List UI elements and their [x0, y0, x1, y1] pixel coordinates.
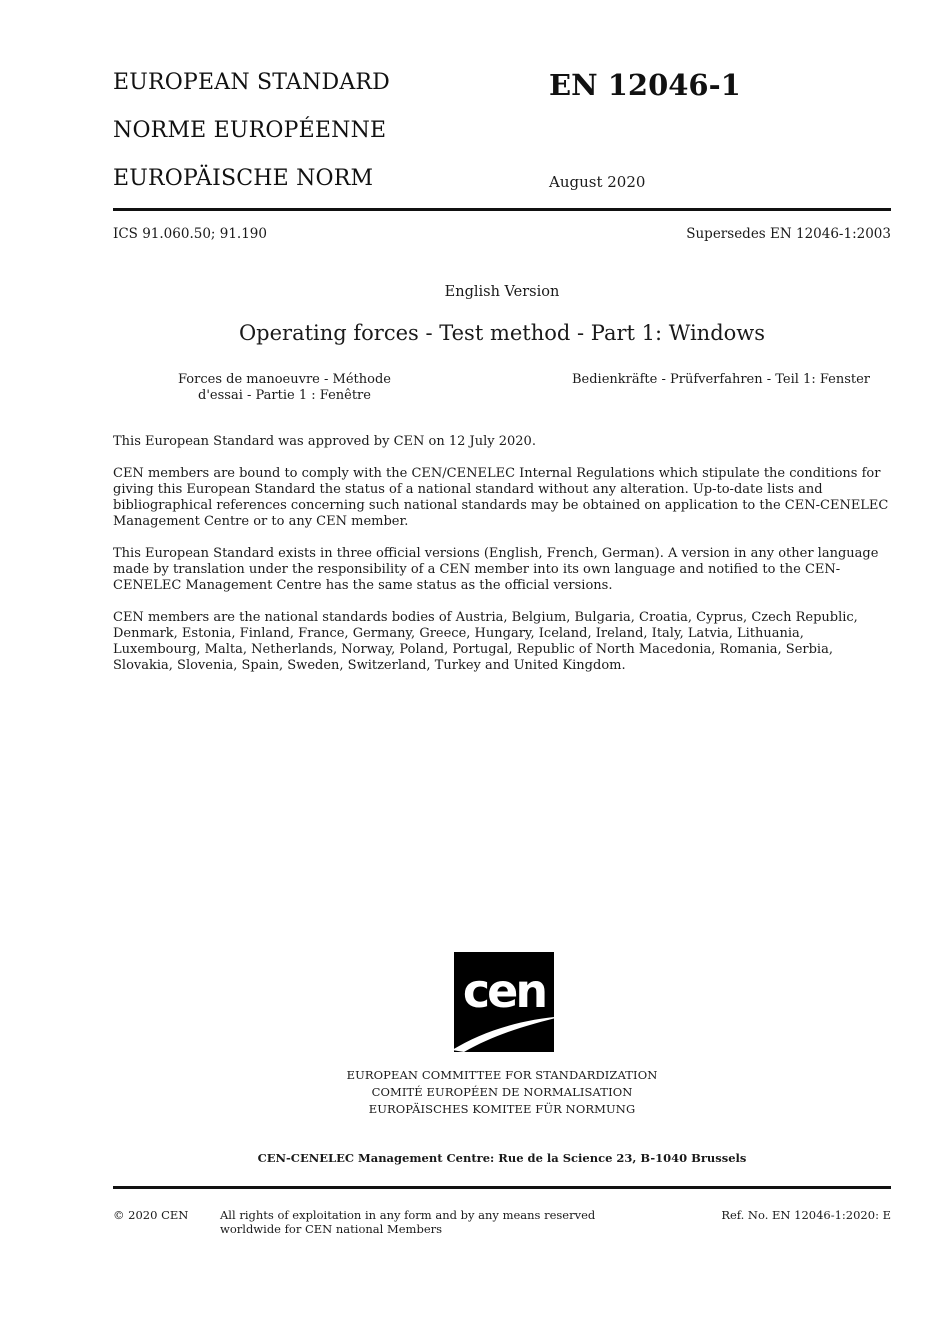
standard-label-fr: NORME EUROPÉENNE [113, 118, 387, 143]
approval-paragraph: This European Standard was approved by CEN on 12 July 2020. [113, 434, 536, 449]
language-version: English Version [444, 284, 560, 300]
rights-notice: All rights of exploitation in any form and by any means reserved worldwide for CEN national Members [220, 1208, 596, 1236]
cen-logo-icon [452, 952, 564, 1054]
org-name-de: EUROPÄISCHES KOMITEE FÜR NORMUNG [368, 1102, 636, 1116]
standard-label-en: EUROPEAN STANDARD [113, 70, 391, 95]
standard-number: EN 12046-1 [549, 68, 741, 102]
org-name-fr: COMITÉ EUROPÉEN DE NORMALISATION [371, 1085, 633, 1099]
supersedes-note: Supersedes EN 12046-1:2003 [686, 226, 891, 242]
standard-label-de: EUROPÄISCHE NORM [113, 166, 374, 191]
versions-paragraph: This European Standard exists in three official versions (English, French, German). A version in any other language made by translation under the responsibility of a CEN member into its own language and notified to the CEN-CENELEC Management Centre has the same status as the official versions. [113, 546, 879, 593]
members-paragraph: CEN members are the national standards bodies of Austria, Belgium, Bulgaria, Croatia, Cyprus, Czech Republic, Denmark, Estonia, Finland, France, Germany, Greece, Hungary, Iceland, Ireland, Italy, Latvia, Lithuania, Luxembourg, Malta, Netherlands, Norway, Poland, Portugal, Republic of North Macedonia, Romania, Serbia, Slovakia, Slovenia, Spain, Sweden, Switzerland, Turkey and United Kingdom. [113, 610, 858, 673]
management-centre-address: CEN-CENELEC Management Centre: Rue de la Science 23, B-1040 Brussels [257, 1151, 747, 1165]
footer-divider [113, 1186, 891, 1189]
publication-date: August 2020 [549, 173, 646, 191]
header-divider [113, 208, 891, 211]
document-title: Operating forces - Test method - Part 1: Windows [238, 321, 766, 345]
ics-codes: ICS 91.060.50; 91.190 [113, 226, 267, 242]
reference-number: Ref. No. EN 12046-1:2020: E [721, 1208, 891, 1222]
title-german: Bedienkräfte - Prüfverfahren - Teil 1: Fenster [571, 372, 871, 387]
org-name-en: EUROPEAN COMMITTEE FOR STANDARDIZATION [346, 1068, 658, 1082]
copyright-notice: © 2020 CEN [113, 1208, 189, 1222]
compliance-paragraph: CEN members are bound to comply with the CEN/CENELEC Internal Regulations which stipulate the conditions for giving this European Standard the status of a national standard without any alteration. Up-to-date lists and bibliographical references concerning such national standards may be obtained on application to the CEN-CENELEC Management Centre or to any CEN member. [113, 466, 889, 529]
title-french: Forces de manoeuvre - Méthode d'essai - Partie 1 : Fenêtre [178, 372, 391, 403]
cen-logo-text: cen [462, 964, 546, 1018]
